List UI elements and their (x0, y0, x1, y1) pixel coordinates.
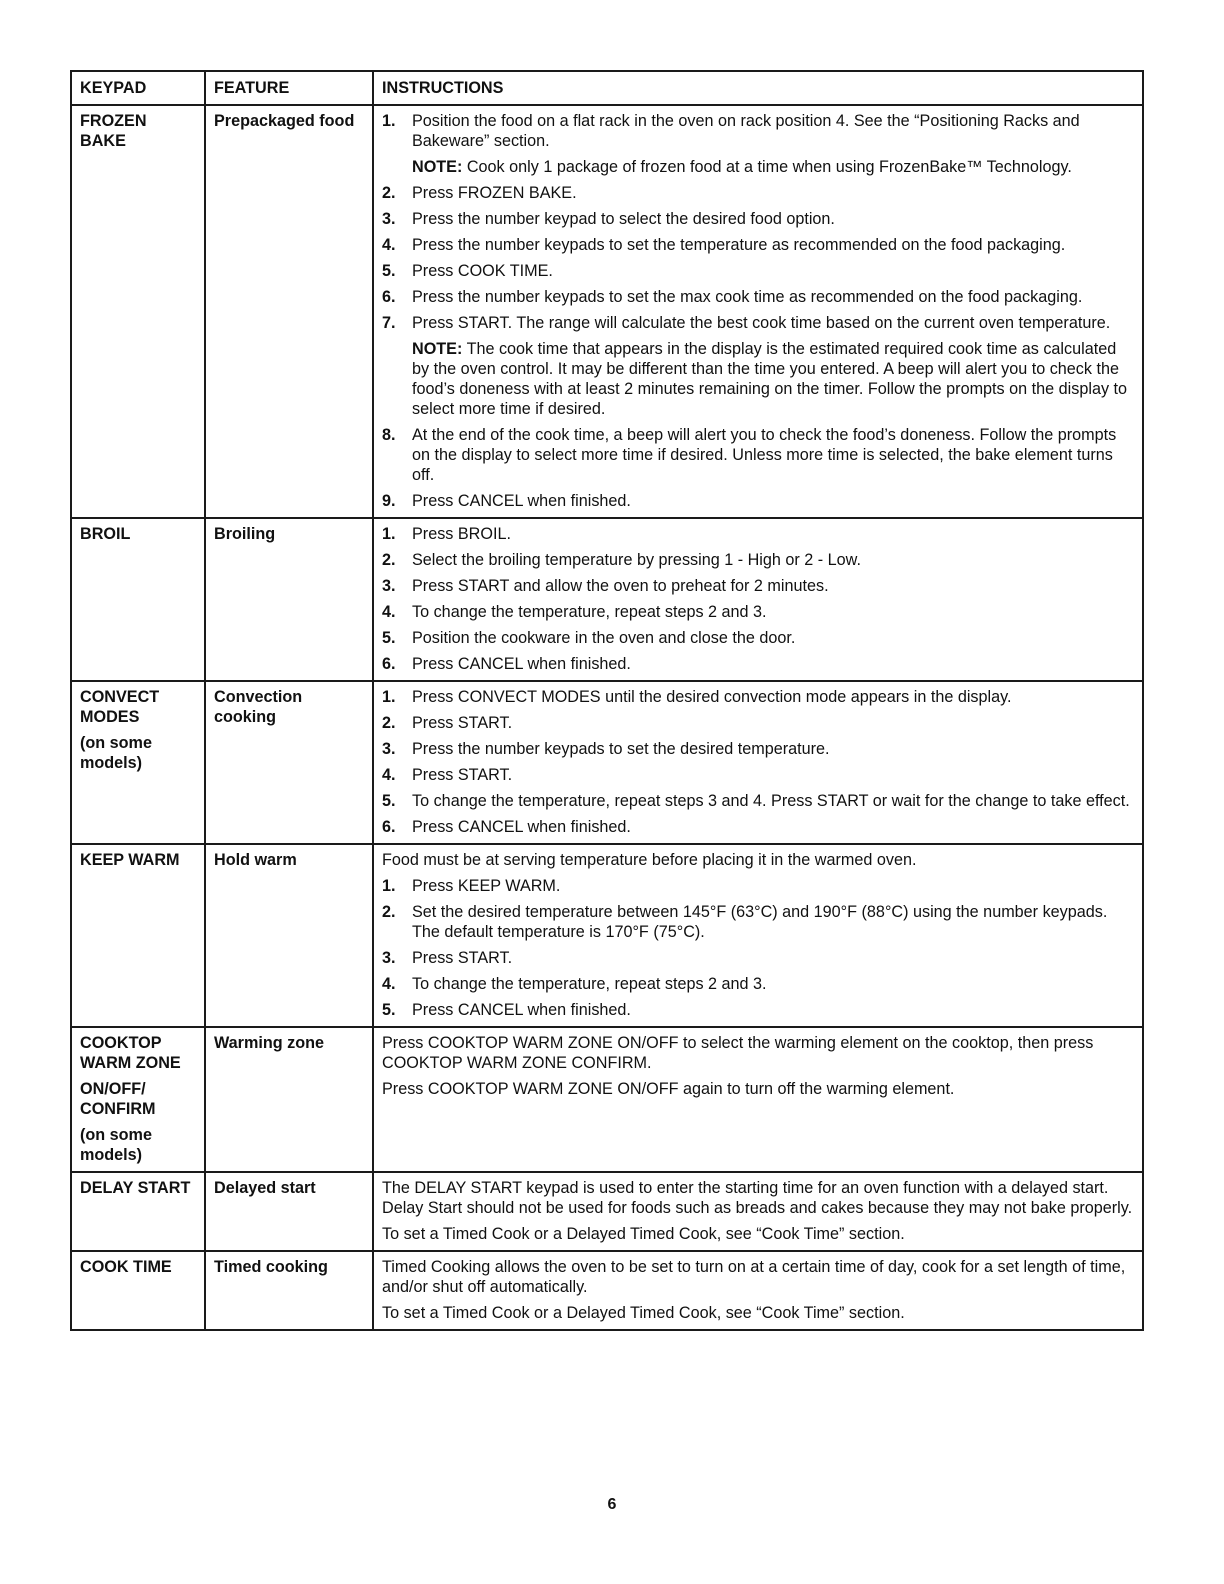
keypad-qualifier: (on some models) (80, 1126, 152, 1164)
step-item (382, 425, 1134, 485)
step-number: 4. (382, 766, 396, 784)
step-number: 4. (382, 236, 396, 254)
instructions-paragraph: To set a Timed Cook or a Delayed Timed Cook, see “Cook Time” section. (382, 1304, 905, 1322)
feature-cell (205, 518, 373, 681)
step-item (382, 313, 1134, 419)
instructions-cell (373, 1027, 1143, 1172)
step-number: 5. (382, 792, 396, 810)
step-item (382, 183, 1134, 203)
step-text: Press CANCEL when finished. (412, 1001, 631, 1019)
step-text: Press BROIL. (412, 525, 511, 543)
instructions-cell (373, 844, 1143, 1027)
step-item (382, 687, 1134, 707)
step-text: Press COOK TIME. (412, 262, 553, 280)
instructions-cell (373, 518, 1143, 681)
step-item (382, 524, 1134, 544)
instructions-cell (373, 681, 1143, 844)
step-number: 4. (382, 603, 396, 621)
keypad-name: COOKTOP WARM ZONE (80, 1034, 181, 1072)
keypad-cell (71, 1172, 205, 1251)
step-text: Press START. (412, 766, 513, 784)
instructions-cell (373, 1251, 1143, 1330)
note (412, 157, 1134, 177)
step-text: Press START. (412, 714, 513, 732)
feature-cell (205, 1172, 373, 1251)
instructions-cell (373, 105, 1143, 518)
step-item (382, 628, 1134, 648)
step-text: To change the temperature, repeat steps 3 and 4. Press START or wait for the change to take effect. (412, 792, 1130, 810)
keypad-cell (71, 844, 205, 1027)
keypad-name: DELAY START (80, 1179, 191, 1197)
step-text: Press the number keypads to set the max cook time as recommended on the food packaging. (412, 288, 1083, 306)
step-item (382, 576, 1134, 596)
step-text: Position the cookware in the oven and close the door. (412, 629, 796, 647)
step-text: Press START and allow the oven to preheat for 2 minutes. (412, 577, 829, 595)
feature-cell (205, 1027, 373, 1172)
step-number: 2. (382, 551, 396, 569)
instructions-paragraph: Press COOKTOP WARM ZONE ON/OFF to select the warming element on the cooktop, then press COOKTOP WARM ZONE CONFIRM. (382, 1034, 1094, 1072)
step-item (382, 287, 1134, 307)
step-item (382, 654, 1134, 674)
step-number: 2. (382, 184, 396, 202)
step-item (382, 235, 1134, 255)
instructions-paragraph: To set a Timed Cook or a Delayed Timed Cook, see “Cook Time” section. (382, 1225, 905, 1243)
step-number: 5. (382, 1001, 396, 1019)
step-item (382, 713, 1134, 733)
feature-name: Warming zone (214, 1034, 325, 1052)
keypad-name: BROIL (80, 525, 131, 543)
feature-cell (205, 1251, 373, 1330)
step-number: 1. (382, 525, 396, 543)
step-text: Press CANCEL when finished. (412, 655, 631, 673)
step-number: 3. (382, 577, 396, 595)
step-item (382, 974, 1134, 994)
step-number: 1. (382, 112, 396, 130)
keypad-cell (71, 681, 205, 844)
step-item (382, 602, 1134, 622)
step-number: 3. (382, 949, 396, 967)
table-row-convect-modes (71, 681, 1143, 844)
step-text: Press KEEP WARM. (412, 877, 561, 895)
step-item (382, 902, 1134, 942)
step-number: 5. (382, 262, 396, 280)
steps-list (382, 876, 1134, 1020)
step-text: To change the temperature, repeat steps 2 and 3. (412, 603, 767, 621)
keypad-subname: ON/OFF/ CONFIRM (80, 1080, 156, 1118)
table-row-cook-time (71, 1251, 1143, 1330)
keypad-name: KEEP WARM (80, 851, 180, 869)
instructions-paragraph: Press COOKTOP WARM ZONE ON/OFF again to turn off the warming element. (382, 1080, 955, 1098)
instructions-table (70, 70, 1144, 1331)
page-number: 6 (607, 1496, 617, 1513)
step-text: Set the desired temperature between 145°F (63°C) and 190°F (88°C) using the number keypads. The default temperature is 170°F (75°C). (412, 903, 1108, 941)
note-text: The cook time that appears in the display is the estimated required cook time as calculated by the oven control. It may be different than the time you entered. A beep will alert you to check the food’s doneness with at least 2 minutes remaining on the timer. Follow the prompts on the display to select more time if desired. (412, 340, 1128, 418)
step-number: 6. (382, 818, 396, 836)
table-row-delay-start (71, 1172, 1143, 1251)
steps-list (382, 687, 1134, 837)
note-label: NOTE: (412, 340, 463, 358)
step-text: Select the broiling temperature by pressing 1 - High or 2 - Low. (412, 551, 861, 569)
header-instructions: INSTRUCTIONS (373, 71, 1143, 105)
step-text: Position the food on a flat rack in the oven on rack position 4. See the “Positioning Racks and Bakeware” section. (412, 112, 1080, 150)
step-text: Press CANCEL when finished. (412, 492, 631, 510)
step-text: Press START. The range will calculate the best cook time based on the current oven temperature. (412, 314, 1111, 332)
feature-name: Convection cooking (214, 688, 303, 726)
step-item (382, 550, 1134, 570)
keypad-cell (71, 518, 205, 681)
feature-name: Broiling (214, 525, 276, 543)
keypad-name: CONVECT MODES (80, 688, 160, 726)
feature-name: Hold warm (214, 851, 297, 869)
keypad-qualifier: (on some models) (80, 734, 152, 772)
table-row-keep-warm (71, 844, 1143, 1027)
step-number: 6. (382, 655, 396, 673)
note (412, 339, 1134, 419)
step-text: Press the number keypads to set the temperature as recommended on the food packaging. (412, 236, 1066, 254)
feature-cell (205, 681, 373, 844)
step-item (382, 791, 1134, 811)
keypad-cell (71, 1251, 205, 1330)
step-number: 2. (382, 903, 396, 921)
step-text: Press CANCEL when finished. (412, 818, 631, 836)
keypad-cell (71, 105, 205, 518)
keypad-cell (71, 1027, 205, 1172)
table-row-frozen-bake (71, 105, 1143, 518)
step-number: 1. (382, 688, 396, 706)
step-text: Press CONVECT MODES until the desired convection mode appears in the display. (412, 688, 1012, 706)
keypad-name: COOK TIME (80, 1258, 172, 1276)
instructions-intro: Food must be at serving temperature before placing it in the warmed oven. (382, 851, 917, 869)
table-header-row (71, 71, 1143, 105)
feature-name: Prepackaged food (214, 112, 355, 130)
table-row-broil (71, 518, 1143, 681)
step-text: Press START. (412, 949, 513, 967)
step-number: 1. (382, 877, 396, 895)
step-number: 5. (382, 629, 396, 647)
step-number: 9. (382, 492, 396, 510)
step-number: 4. (382, 975, 396, 993)
step-item (382, 765, 1134, 785)
step-text: At the end of the cook time, a beep will alert you to check the food’s doneness. Follow the prompts on the display to select more time if desired. Unless more time is selected, the bake element turns off. (412, 426, 1117, 484)
step-item (382, 948, 1134, 968)
feature-name: Timed cooking (214, 1258, 328, 1276)
header-feature: FEATURE (205, 71, 373, 105)
step-number: 6. (382, 288, 396, 306)
step-text: Press FROZEN BAKE. (412, 184, 577, 202)
keypad-name: FROZEN BAKE (80, 112, 147, 150)
instructions-paragraph: The DELAY START keypad is used to enter the starting time for an oven function with a delayed start. Delay Start should not be used for foods such as breads and cakes because they may not bake properly. (382, 1179, 1133, 1217)
step-text: Press the number keypad to select the desired food option. (412, 210, 835, 228)
step-item (382, 739, 1134, 759)
step-item (382, 209, 1134, 229)
step-text: Press the number keypads to set the desired temperature. (412, 740, 830, 758)
step-number: 7. (382, 314, 396, 332)
steps-list (382, 111, 1134, 511)
step-number: 3. (382, 740, 396, 758)
feature-cell (205, 844, 373, 1027)
instructions-cell (373, 1172, 1143, 1251)
feature-cell (205, 105, 373, 518)
step-item (382, 491, 1134, 511)
step-item (382, 817, 1134, 837)
step-item (382, 876, 1134, 896)
feature-name: Delayed start (214, 1179, 316, 1197)
step-item (382, 1000, 1134, 1020)
step-item (382, 111, 1134, 177)
table-row-cooktop-warm-zone (71, 1027, 1143, 1172)
step-number: 3. (382, 210, 396, 228)
instructions-paragraph: Timed Cooking allows the oven to be set to turn on at a certain time of day, cook for a set length of time, and/or shut off automatically. (382, 1258, 1126, 1296)
header-keypad: KEYPAD (71, 71, 205, 105)
steps-list (382, 524, 1134, 674)
step-number: 8. (382, 426, 396, 444)
step-item (382, 261, 1134, 281)
note-label: NOTE: (412, 158, 463, 176)
note-text: Cook only 1 package of frozen food at a time when using FrozenBake™ Technology. (462, 158, 1072, 176)
step-number: 2. (382, 714, 396, 732)
step-text: To change the temperature, repeat steps 2 and 3. (412, 975, 767, 993)
